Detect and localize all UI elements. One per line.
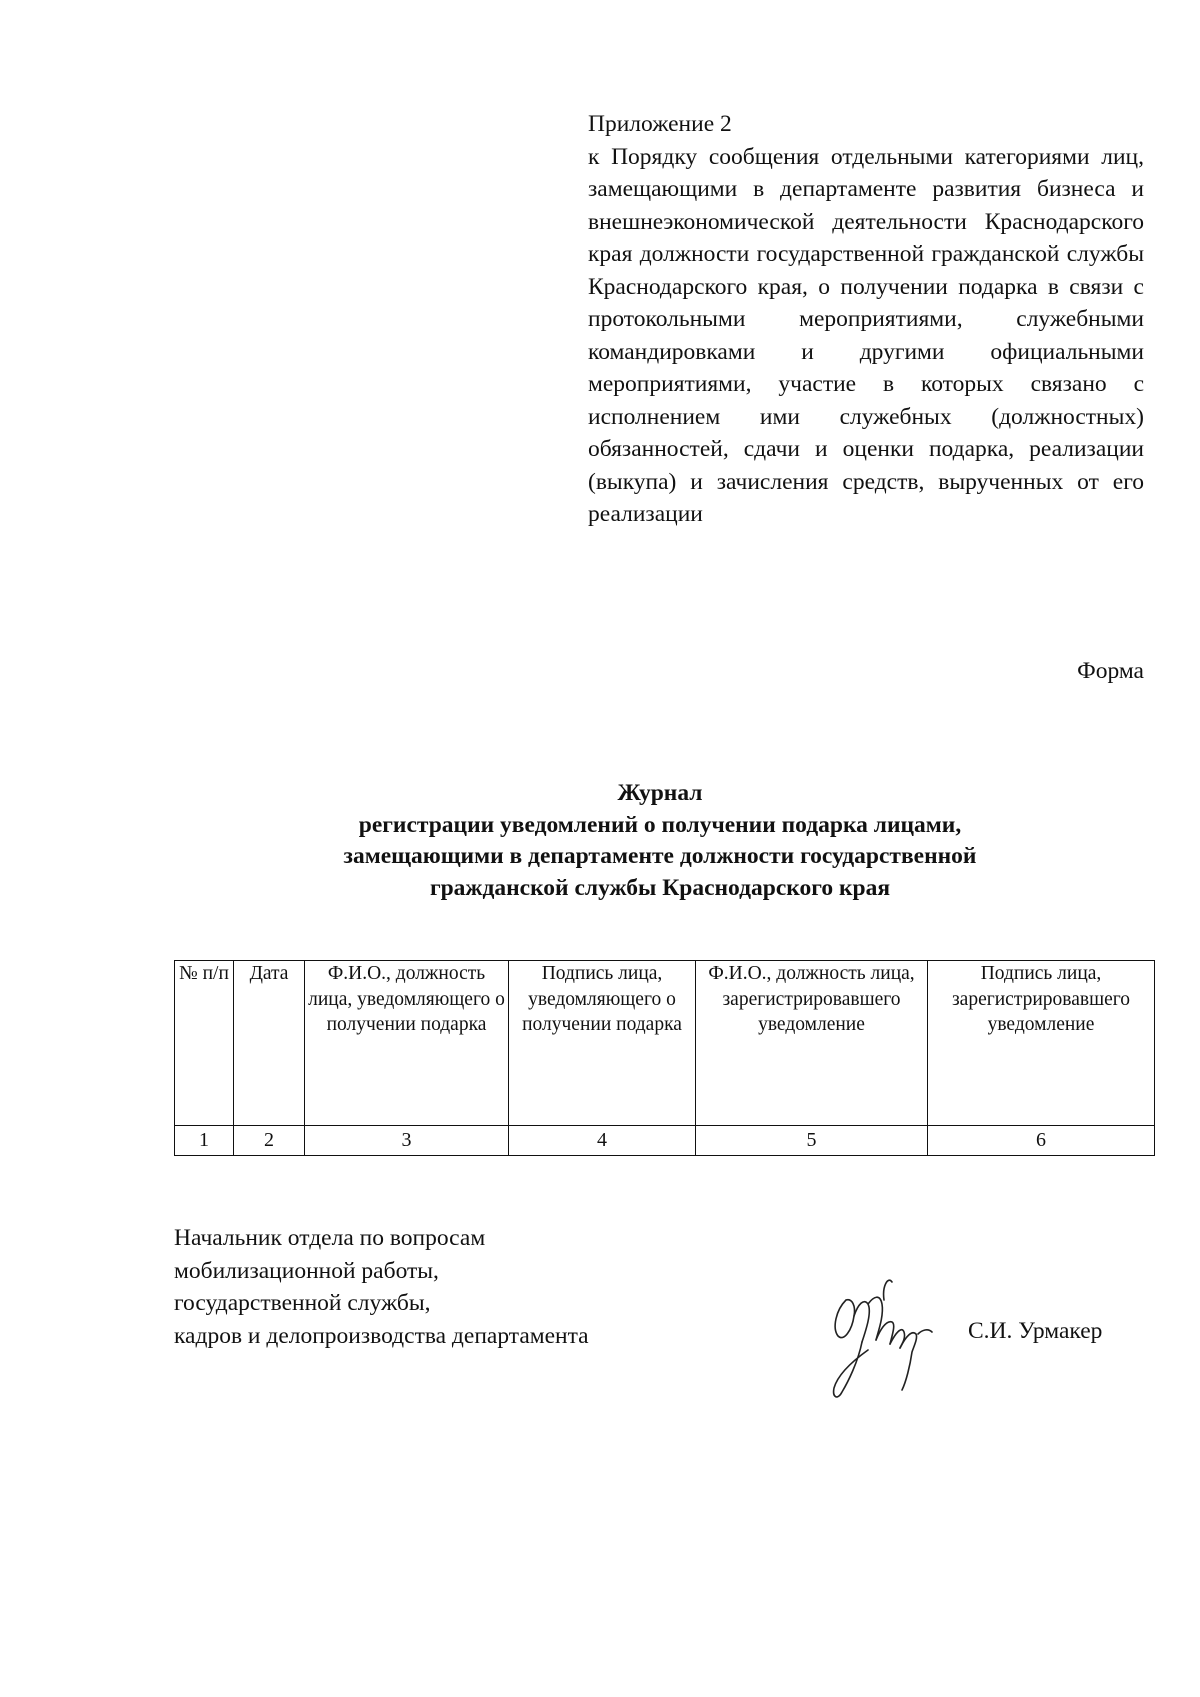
position-line-3: государственной службы, — [174, 1290, 431, 1316]
title-line-4: гражданской службы Краснодарского края — [429, 874, 891, 901]
table-row — [175, 1126, 1155, 1156]
column-header-registrar: Ф.И.О., должность лица, зарегистрировавшего уведомление — [696, 961, 928, 1126]
column-number-2: 2 — [234, 1126, 305, 1156]
column-header-date: Дата — [234, 961, 305, 1126]
signatory-position — [174, 1222, 589, 1352]
form-label: Форма — [1077, 658, 1144, 684]
position-line-1: Начальник отдела по вопросам — [174, 1225, 486, 1251]
position-line-4: кадров и делопроизводства департамента — [174, 1322, 589, 1349]
column-number-4: 4 — [509, 1126, 696, 1156]
column-header-notifier: Ф.И.О., должность лица, уведомляющего о получении подарка — [305, 961, 509, 1126]
title-line-2: регистрации уведомлений о получении подарка лицами, — [358, 811, 962, 838]
column-number-3: 3 — [305, 1126, 509, 1156]
signatory-name: С.И. Урмакер — [968, 1318, 1103, 1344]
column-number-6: 6 — [928, 1126, 1155, 1156]
column-header-registrar-signature: Подпись лица, зарегистрировавшего уведомление — [928, 961, 1155, 1126]
column-number-1: 1 — [175, 1126, 234, 1156]
column-number-5: 5 — [696, 1126, 928, 1156]
appendix-text: к Порядку сообщения отдельными категориями лиц, замещающими в департаменте развития бизнеса и внешнеэкономической деятельности Краснодарского края должности государственной гражданской службы Краснодарского края, о получении подарка в связи с протокольными мероприятиями, служебными командировками и другими официальными мероприятиями, участие в которых связано с исполнением ими служебных (должностных) обязанностей, сдачи и оценки подарка, реализации (выкупа) и зачисления средств, вырученных от его реализации — [588, 143, 1144, 527]
handwritten-signature — [818, 1270, 948, 1410]
journal-table — [174, 960, 1155, 1156]
column-header-number: № п/п — [175, 961, 234, 1126]
column-header-notifier-signature: Подпись лица, уведомляющего о получении подарка — [509, 961, 696, 1126]
position-line-2: мобилизационной работы, — [174, 1257, 439, 1284]
table-header-row — [175, 961, 1155, 1126]
document-title — [180, 778, 1140, 904]
title-line-3: замещающими в департаменте должности государственной — [343, 843, 977, 869]
appendix-heading: Приложение 2 — [588, 111, 732, 137]
appendix-block — [588, 108, 1144, 531]
title-line-1: Журнал — [617, 780, 703, 806]
